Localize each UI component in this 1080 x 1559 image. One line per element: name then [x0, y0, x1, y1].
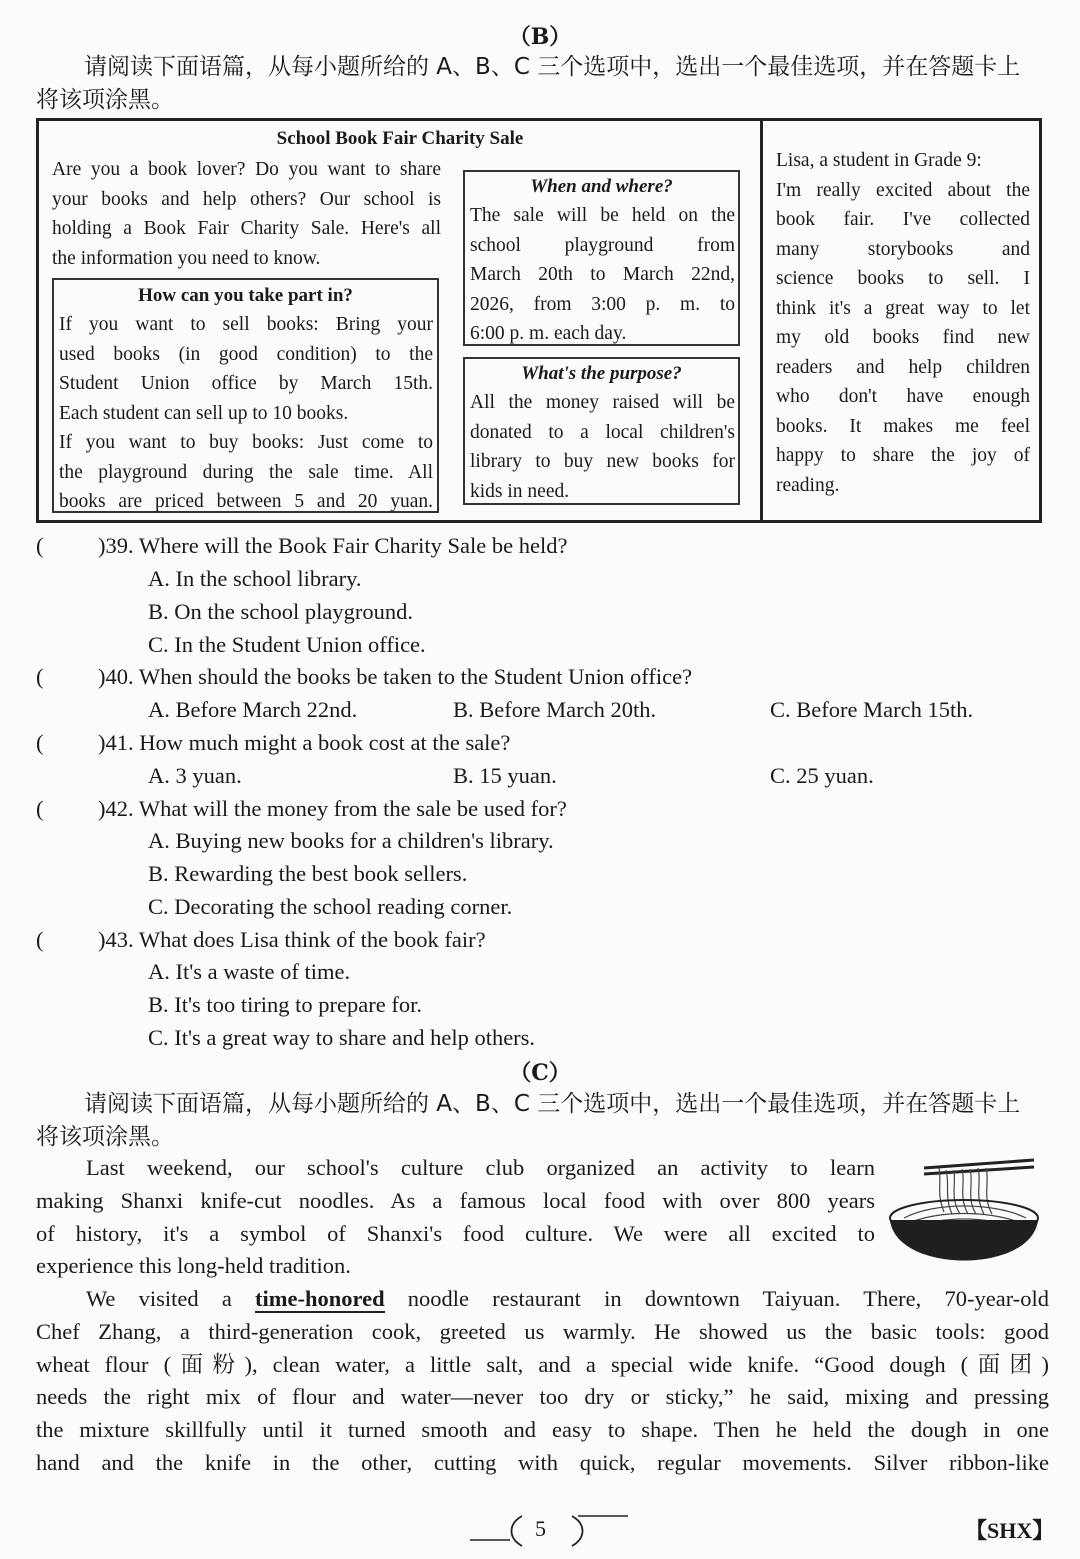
- passage-line: Chef Zhang, a third-generation cook, greeted us warmly. He showed us the basic tools: good: [36, 1318, 1049, 1344]
- option-b[interactable]: B. It's too tiring to prepare for.: [148, 992, 422, 1017]
- passage-line: wheat flour (面粉), clean water, a little salt, and a special wide knife. “Good dough (面团): [36, 1351, 1049, 1377]
- lisa-line: many storybooks and: [776, 238, 1030, 260]
- question-39: )39. Where will the Book Fair Charity Sale be held?: [98, 533, 568, 558]
- lisa-line: who don't have enough: [776, 386, 1030, 407]
- lisa-line: science books to sell. I: [776, 268, 1030, 289]
- option-b[interactable]: B. Before March 20th.: [453, 697, 657, 722]
- lisa-line: Lisa, a student in Grade 9:: [776, 150, 982, 171]
- when-where-line: 6:00 p. m. each day.: [470, 323, 627, 344]
- passage-text: We visited a: [86, 1286, 256, 1311]
- take-part-line: used books (in good condition) to the: [59, 343, 433, 365]
- lisa-line: I'm really excited about the: [776, 179, 1030, 201]
- option-b[interactable]: B. Rewarding the best book sellers.: [148, 861, 468, 886]
- lisa-line: reading.: [776, 474, 840, 496]
- option-b[interactable]: B. On the school playground.: [148, 599, 413, 624]
- poster-title: School Book Fair Charity Sale: [276, 128, 524, 149]
- passage-paragraph-1: [36, 1152, 875, 1283]
- lisa-line: readers and help children: [776, 356, 1030, 378]
- instruction-line: 请阅读下面语篇，从每小题所给的 A、B、C 三个选项中，选出一个最佳选项，并在答题卡上: [84, 1091, 1021, 1117]
- instruction-line: 将该项涂黑。: [36, 87, 174, 113]
- option-c[interactable]: C. In the Student Union office.: [148, 632, 426, 657]
- passage-line: Last weekend, our school's culture club organized an activity to learn: [86, 1155, 875, 1180]
- option-b[interactable]: B. 15 yuan.: [453, 763, 557, 788]
- question-42: )42. What will the money from the sale be used for?: [98, 796, 567, 821]
- lisa-line: think it's a great way to let: [776, 297, 1030, 319]
- purpose-line: All the money raised will be: [470, 392, 735, 413]
- purpose-line: kids in need.: [470, 480, 570, 502]
- take-part-line: If you want to buy books: Just come to: [59, 432, 433, 453]
- section-c-instruction: [0, 1088, 1080, 1158]
- take-part-line: Student Union office by March 15th.: [59, 373, 433, 394]
- noodle-bowl-image: [884, 1152, 1044, 1280]
- poster-intro-line: holding a Book Fair Charity Sale. Here's all: [52, 218, 441, 239]
- poster-intro: [52, 155, 441, 273]
- lisa-line: my old books find new: [776, 327, 1030, 348]
- when-where-line: 2026, from 3:00 p. m. to: [470, 293, 735, 315]
- option-a[interactable]: A. It's a waste of time.: [148, 959, 351, 984]
- take-part-title: How can you take part in?: [138, 285, 353, 306]
- when-where-box: [463, 170, 740, 346]
- instruction-line: 请阅读下面语篇，从每小题所给的 A、B、C 三个选项中，选出一个最佳选项，并在答题卡上: [84, 54, 1021, 80]
- question-43: )43. What does Lisa think of the book fair?: [98, 927, 486, 952]
- option-a[interactable]: A. Buying new books for a children's library.: [148, 828, 554, 853]
- take-part-box: [52, 278, 439, 513]
- passage-line: experience this long-held tradition.: [36, 1253, 351, 1279]
- option-a[interactable]: A. In the school library.: [148, 566, 362, 591]
- passage-line: the mixture skillfully until it turned smooth and easy to shape. Then he held the dough in one: [36, 1417, 1049, 1443]
- option-c[interactable]: C. It's a great way to share and help others.: [148, 1025, 536, 1050]
- option-c[interactable]: C. 25 yuan.: [770, 763, 874, 788]
- section-b-label: （B）: [508, 24, 572, 50]
- poster-divider: [760, 118, 763, 523]
- answer-blank[interactable]: (: [36, 730, 44, 755]
- poster-intro-line: your books and help others? Our school is: [52, 188, 441, 210]
- passage-text: noodle restaurant in downtown Taiyuan. There, 70-year-old: [384, 1286, 1049, 1311]
- when-where-line: March 20th to March 22nd,: [470, 264, 735, 285]
- poster-intro-line: the information you need to know.: [52, 247, 321, 269]
- poster-intro-line: Are you a book lover? Do you want to share: [52, 159, 441, 180]
- lisa-line: happy to share the joy of: [776, 445, 1030, 466]
- paper-code: 【SHX】: [965, 1518, 1055, 1543]
- option-a[interactable]: A. 3 yuan.: [148, 763, 242, 788]
- passage-line: making Shanxi knife-cut noodles. As a famous local food with over 800 years: [36, 1187, 875, 1213]
- when-where-title: When and where?: [530, 176, 673, 197]
- bowl-base: [890, 1220, 1038, 1261]
- option-c[interactable]: C. Before March 15th.: [770, 697, 974, 722]
- answer-blank[interactable]: (: [36, 796, 44, 821]
- when-where-line: The sale will be held on the: [470, 205, 735, 226]
- take-part-line: the playground during the sale time. All: [59, 461, 433, 483]
- lisa-line: book fair. I've collected: [776, 209, 1030, 230]
- take-part-line: books are priced between 5 and 20 yuan.: [59, 491, 433, 512]
- lisa-note: [776, 146, 1030, 500]
- passage-paragraph-2: [36, 1283, 1049, 1480]
- answer-blank[interactable]: (: [36, 927, 44, 952]
- noodles-icon: [904, 1168, 1026, 1228]
- answer-blank[interactable]: (: [36, 664, 44, 689]
- passage-line: of history, it's a symbol of Shanxi's food culture. We were all excited to: [36, 1220, 875, 1246]
- question-40: )40. When should the books be taken to the Student Union office?: [98, 664, 693, 689]
- option-a[interactable]: A. Before March 22nd.: [148, 697, 358, 722]
- lisa-line: books. It makes me feel: [776, 415, 1030, 437]
- passage-line: needs the right mix of flour and water—never too dry or sticky,” he said, mixing and pressing: [36, 1384, 1049, 1410]
- question-41: )41. How much might a book cost at the sale?: [98, 730, 511, 755]
- underlined-word: time-honored: [255, 1286, 385, 1311]
- section-b-instruction: [0, 51, 1080, 121]
- passage-line: [36, 1283, 1049, 1316]
- when-where-line: school playground from: [470, 234, 735, 256]
- take-part-line: Each student can sell up to 10 books.: [59, 402, 349, 424]
- purpose-box: [463, 357, 740, 505]
- purpose-title: What's the purpose?: [521, 363, 682, 384]
- page-number: 5: [535, 1516, 546, 1541]
- take-part-line: If you want to sell books: Bring your: [59, 314, 433, 335]
- page-number-decoration: [470, 1508, 630, 1548]
- instruction-line: 将该项涂黑。: [36, 1124, 174, 1150]
- purpose-line: library to buy new books for: [470, 451, 735, 472]
- purpose-line: donated to a local children's: [470, 421, 735, 443]
- option-c[interactable]: C. Decorating the school reading corner.: [148, 894, 513, 919]
- answer-blank[interactable]: (: [36, 533, 44, 558]
- passage-line: hand and the knife in the other, cutting with quick, regular movements. Silver ribbon-like: [36, 1449, 1049, 1475]
- section-c-label: （C）: [509, 1060, 571, 1086]
